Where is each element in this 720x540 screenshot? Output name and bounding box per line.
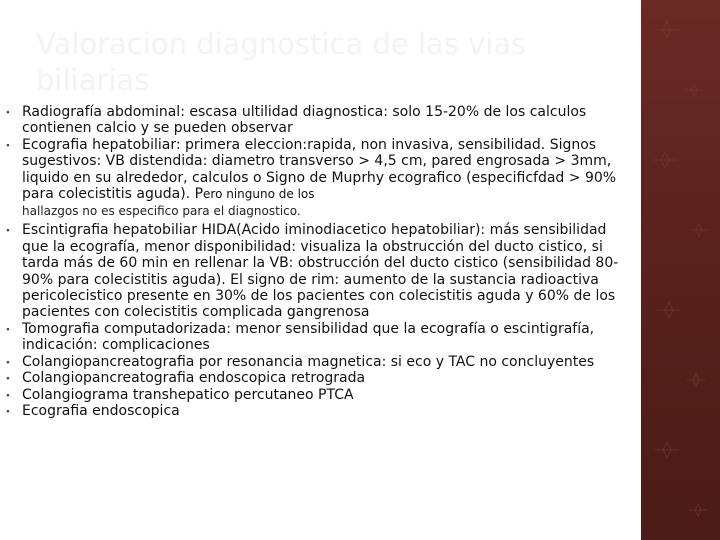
bullet-text: Ecografia hepatobiliar: primera eleccion:rapida, non invasiva, sensibilidad. Signos sugestivos: VB distendida: diametro transverso > 4,5 cm, pared engrosada > 3mm, liquido en su alrededor, calculos o Signo de Muprhy ecografico (especificfdad > 90% para colecistitis aguda). P bbox=[22, 136, 617, 203]
bullet-item bbox=[3, 354, 633, 370]
bullet-item bbox=[3, 370, 633, 386]
bullet-text-tail: ero ninguno de los bbox=[203, 187, 315, 202]
bullet-item bbox=[3, 387, 633, 403]
bullet-text: Escintigrafia hepatobiliar HIDA(Acido iminodiacetico hepatobiliar): más sensibilidad que la ecografía, menor disponibilidad: visualiza la obstrucción del ducto cistico, si tarda más de 60 min en rellenar la VB: obstrucción del ducto cistico (sensibilidad 80-90% para colecistitis aguda). El signo de rim: aumento de la sustancia radioactiva pericolecistico presente en 30% de los pacientes con colecistitis aguda y 60% de los pacientes con colecistitis complicada gangrenosa bbox=[22, 222, 619, 321]
bullet-text: Tomografia computadorizada: menor sensibilidad que la ecografía o escintigrafía, indicación: complicaciones bbox=[22, 320, 595, 354]
bullet-item bbox=[3, 222, 633, 320]
bullet-text: Colangiopancreatografia por resonancia magnetica: si eco y TAC no concluyentes bbox=[22, 353, 595, 370]
bullet-item bbox=[3, 104, 633, 137]
decorative-side-panel bbox=[641, 0, 720, 540]
bullet-text: Colangiograma transhepatico percutaneo PTCA bbox=[22, 386, 354, 403]
bullet-icon: ∙ bbox=[5, 324, 11, 335]
bullet-text: Colangiopancreatografia endoscopica retrograda bbox=[22, 370, 366, 387]
bullet-item bbox=[3, 137, 633, 219]
bullet-list bbox=[3, 104, 633, 419]
bullet-item bbox=[3, 321, 633, 354]
bullet-icon: ∙ bbox=[5, 140, 11, 151]
bullet-icon: ∙ bbox=[5, 357, 11, 368]
bullet-icon: ∙ bbox=[5, 226, 11, 237]
bullet-icon: ∙ bbox=[5, 108, 11, 118]
bullet-icon: ∙ bbox=[5, 374, 11, 385]
bullet-text: Radiografía abdominal: escasa ultilidad diagnostica: solo 15-20% de los calculos contienen calcio y se pueden observar bbox=[22, 104, 587, 137]
star-pattern-icon bbox=[641, 0, 720, 540]
bullet-text: Ecografia endoscopica bbox=[22, 402, 180, 419]
bullet-note: hallazgos no es especifico para el diagnostico. bbox=[22, 204, 301, 219]
bullet-item bbox=[3, 403, 633, 419]
bullet-icon: ∙ bbox=[5, 390, 11, 401]
slide-title: Valoracion diagnostica de las vias biliarias bbox=[36, 27, 527, 97]
bullet-icon: ∙ bbox=[5, 406, 11, 417]
